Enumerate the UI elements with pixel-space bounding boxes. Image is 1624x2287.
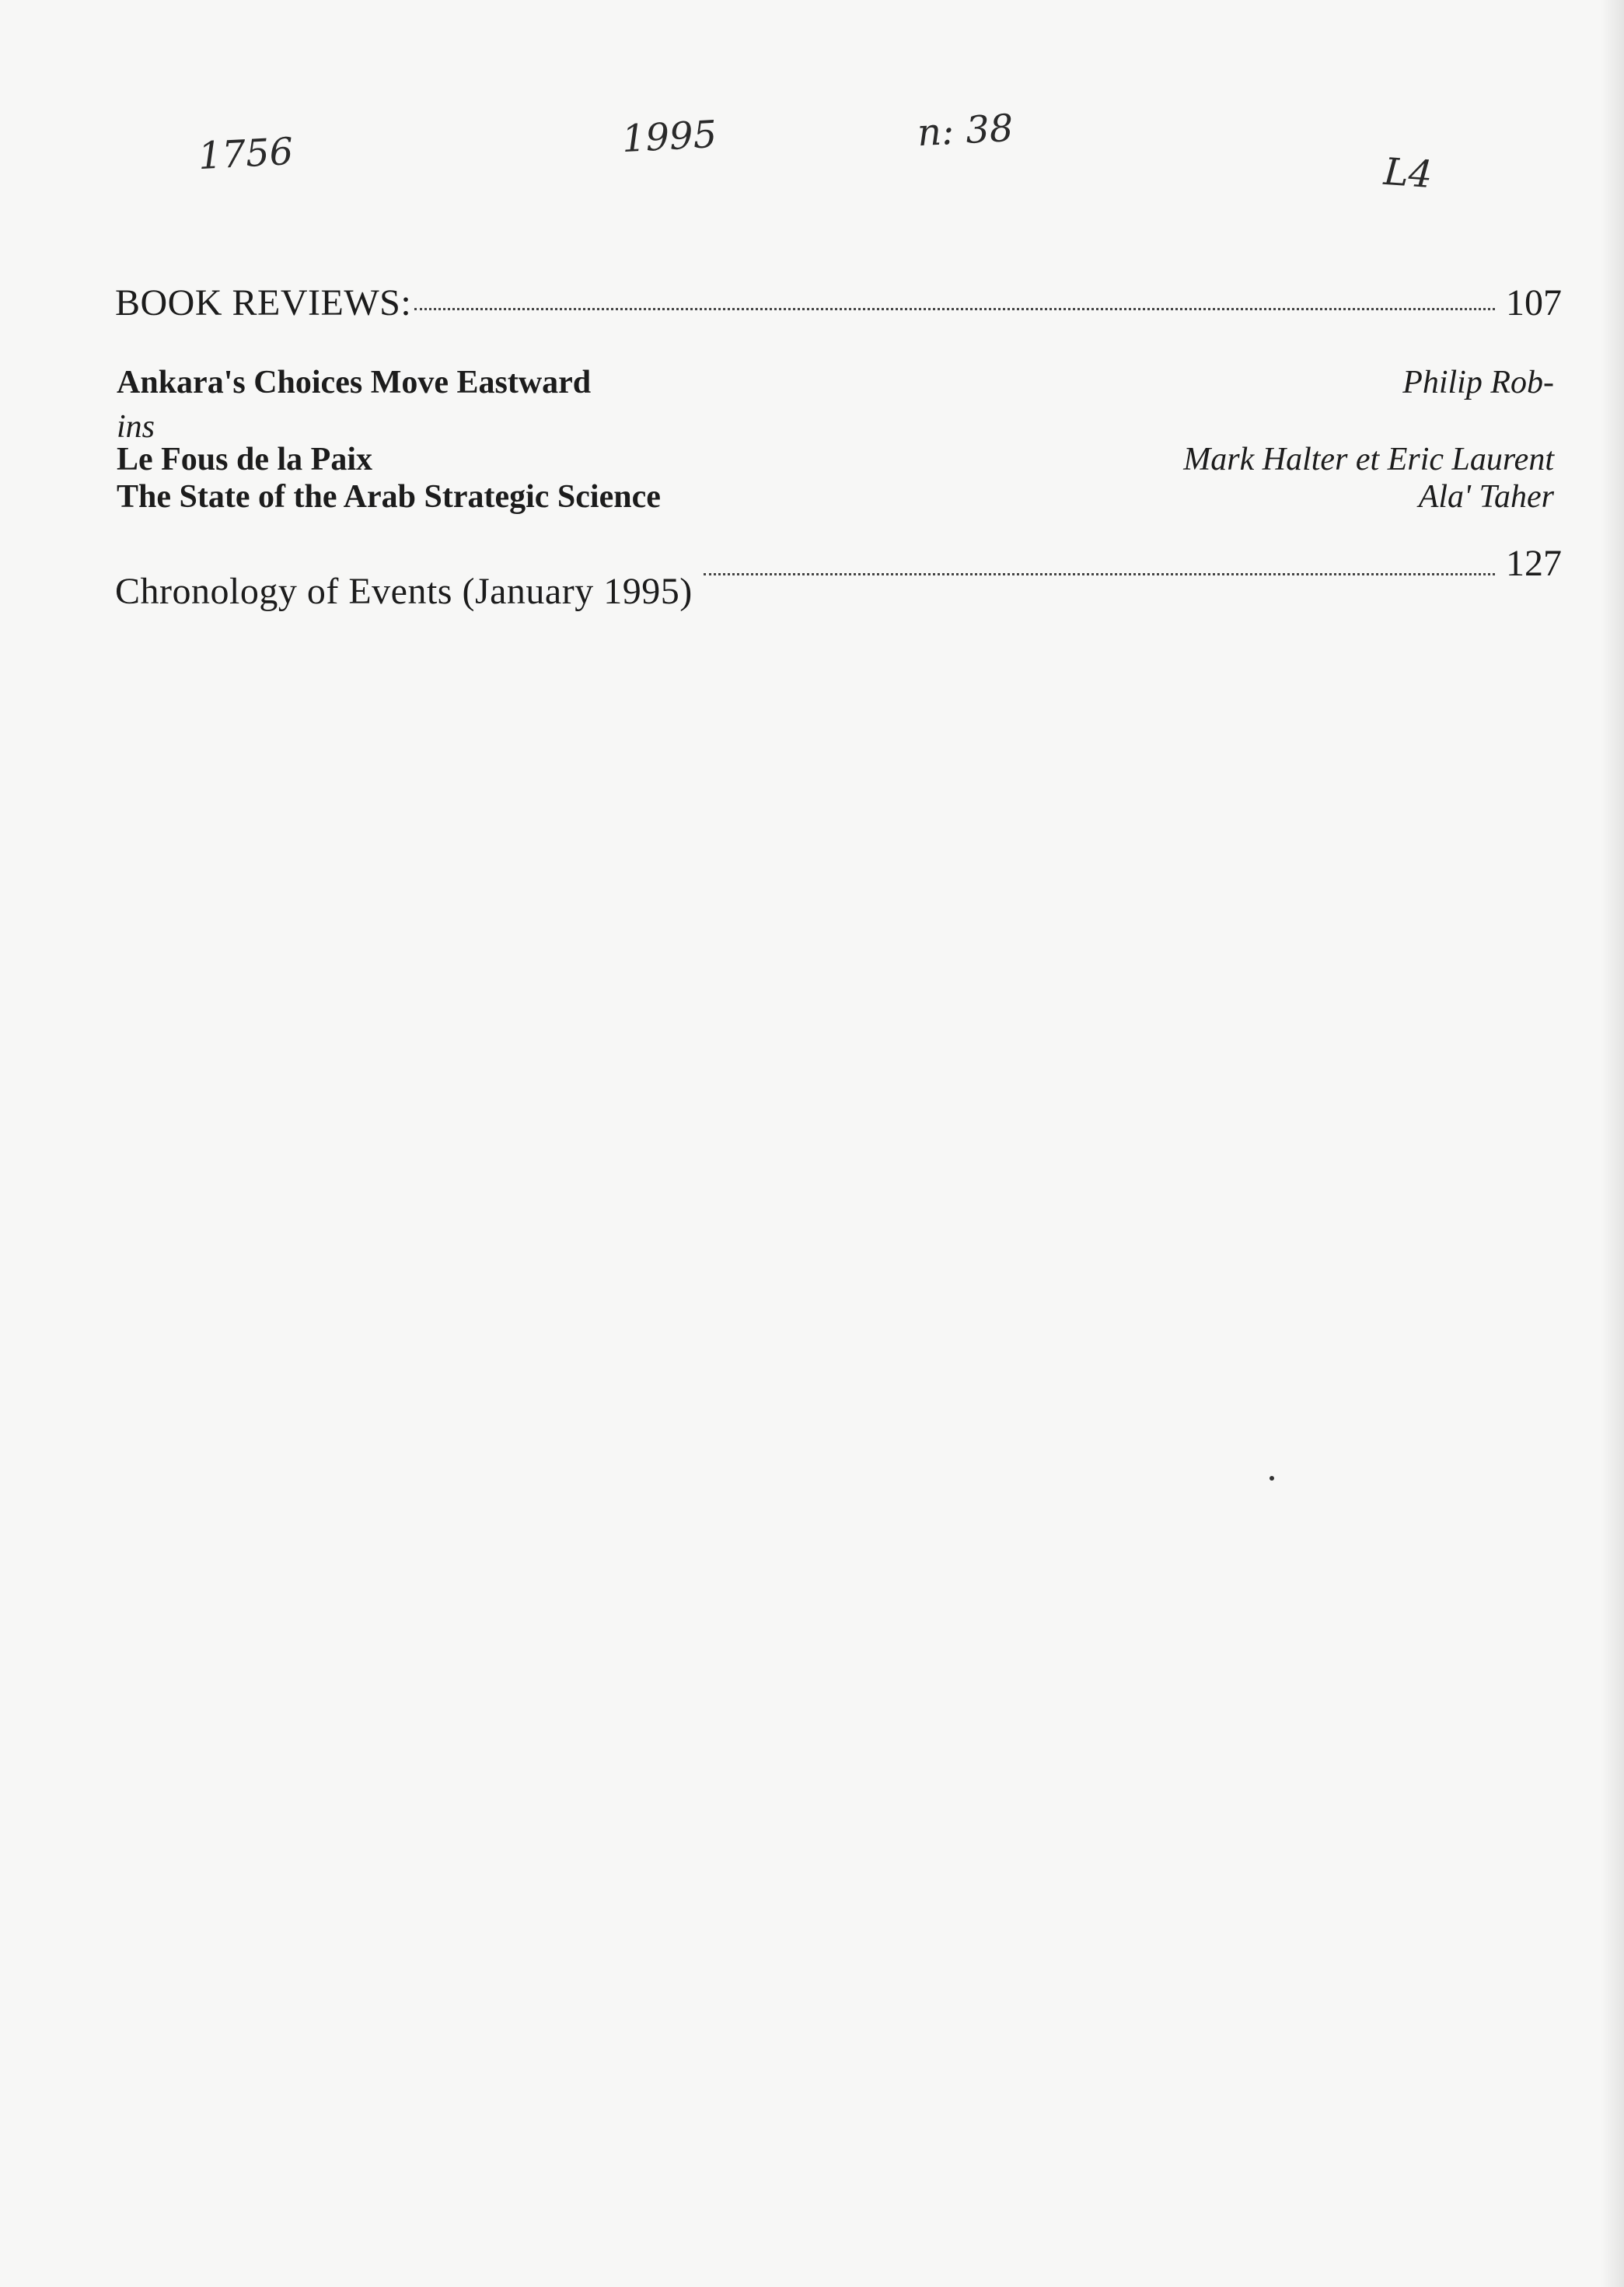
- review-entry: [117, 364, 1554, 401]
- book-reviews-page-number: 107: [1506, 282, 1562, 323]
- toc-chronology-row: [115, 543, 1562, 613]
- handwritten-note: 1756: [197, 129, 295, 179]
- review-author: Ala' Taher: [1418, 479, 1554, 515]
- review-title: Ankara's Choices Move Eastward: [117, 365, 592, 400]
- dot-leader: [704, 573, 1495, 575]
- dot-leader: [414, 308, 1495, 310]
- handwritten-code: L4: [1382, 149, 1434, 198]
- handwritten-issue-number: n: 38: [916, 106, 1015, 156]
- toc-book-reviews-row: [115, 282, 1562, 324]
- review-entry: [117, 478, 1554, 516]
- book-reviews-heading: BOOK REVIEWS:: [115, 282, 412, 323]
- page-edge-shadow: [1601, 0, 1624, 2287]
- review-author: Mark Halter et Eric Laurent: [1183, 442, 1554, 477]
- review-title: The State of the Arab Strategic Science: [117, 479, 661, 515]
- review-author-continuation: ins: [117, 409, 155, 445]
- review-entry: [117, 441, 1554, 478]
- review-title: Le Fous de la Paix: [117, 442, 373, 477]
- review-author: Philip Rob-: [1402, 365, 1554, 400]
- ink-speck: [1270, 1476, 1274, 1481]
- handwritten-year: 1995: [620, 112, 718, 162]
- chronology-page-number: 127: [1506, 543, 1562, 584]
- chronology-heading: Chronology of Events (January 1995): [115, 571, 693, 612]
